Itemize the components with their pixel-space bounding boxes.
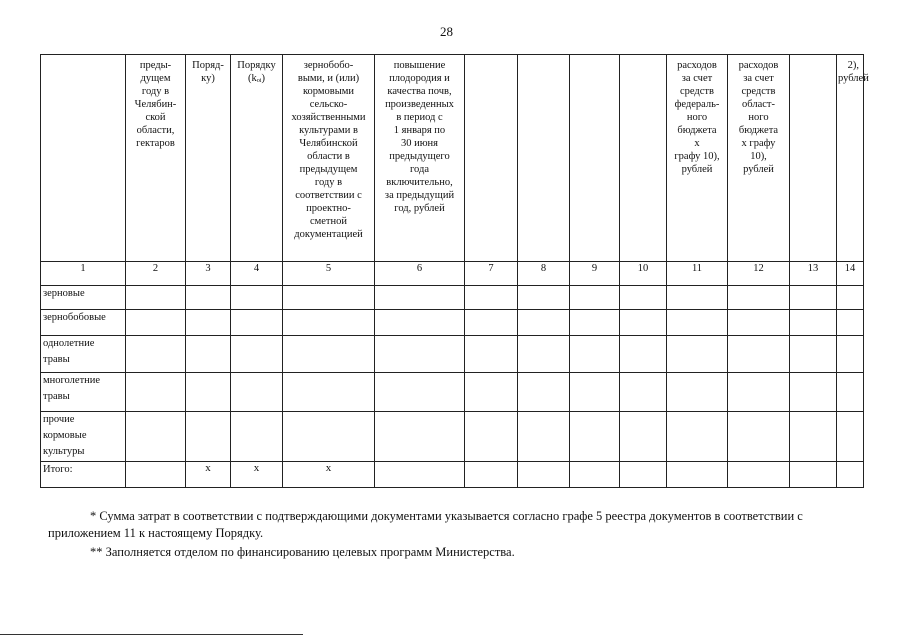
table-cell <box>231 310 283 336</box>
column-number: 13 <box>790 262 837 286</box>
header-cell <box>620 55 667 262</box>
column-number: 5 <box>283 262 375 286</box>
column-number: 11 <box>667 262 728 286</box>
table-cell <box>667 310 728 336</box>
column-number: 1 <box>41 262 126 286</box>
table-cell <box>186 286 231 310</box>
table-cell <box>837 412 864 462</box>
row-label: многолетние травы <box>41 373 126 412</box>
table-cell <box>465 336 518 373</box>
table-cell <box>790 412 837 462</box>
table-cell <box>570 286 620 310</box>
footer-divider <box>0 634 303 635</box>
table-row <box>41 373 864 412</box>
table-cell <box>375 310 465 336</box>
table-cell <box>231 412 283 462</box>
header-cell: преды- дущем году в Челябин- ской области, гектаров <box>126 55 186 262</box>
table-cell <box>283 286 375 310</box>
table-cell <box>667 412 728 462</box>
table-cell <box>620 373 667 412</box>
footnote-department: ** Заполняется отделом по финансированию целевых программ Министерства. <box>90 545 515 559</box>
table-cell <box>620 462 667 488</box>
table-cell <box>518 373 570 412</box>
table-cell: x <box>186 462 231 488</box>
column-number: 3 <box>186 262 231 286</box>
table-cell <box>667 286 728 310</box>
table-cell <box>283 412 375 462</box>
column-number: 7 <box>465 262 518 286</box>
table-cell <box>837 373 864 412</box>
table-cell <box>283 336 375 373</box>
header-cell <box>41 55 126 262</box>
table-cell <box>186 310 231 336</box>
header-cell: Поряд- ку) <box>186 55 231 262</box>
row-label: Итого: <box>41 462 126 488</box>
header-cell: расходов за счет средств федераль- ного бюджета х графу 10), рублей <box>667 55 728 262</box>
table-cell <box>465 286 518 310</box>
header-cell <box>790 55 837 262</box>
table-cell <box>790 336 837 373</box>
table-cell <box>186 373 231 412</box>
header-cell: расходов за счет средств област- ного бюджета х графу 10), рублей <box>728 55 790 262</box>
footnote-cost: * Сумма затрат в соответствии с подтверждающими документами указывается согласно графе 5 реестра документов в соответствии с приложением 11 к настоящему Порядку. <box>48 509 803 540</box>
table-row <box>41 286 864 310</box>
footnotes <box>48 508 868 561</box>
column-number: 9 <box>570 262 620 286</box>
row-label: однолетние травы <box>41 336 126 373</box>
table-cell <box>570 412 620 462</box>
table-cell <box>667 462 728 488</box>
column-number: 6 <box>375 262 465 286</box>
column-number: 2 <box>126 262 186 286</box>
header-cell: зернобобо- выми, и (или) кормовыми сельско- хозяйственными культурами в Челябинской области в предыдущем году в соответствии с проектно- сметной документацией <box>283 55 375 262</box>
column-number: 10 <box>620 262 667 286</box>
column-number: 12 <box>728 262 790 286</box>
table-cell <box>126 412 186 462</box>
table-row <box>41 310 864 336</box>
table-cell <box>375 336 465 373</box>
header-cell <box>570 55 620 262</box>
table-cell <box>620 412 667 462</box>
table-cell <box>231 286 283 310</box>
table-cell <box>728 462 790 488</box>
table-cell <box>728 286 790 310</box>
table-row <box>41 462 864 488</box>
table-cell <box>728 336 790 373</box>
table-cell <box>518 310 570 336</box>
column-number: 8 <box>518 262 570 286</box>
table-cell <box>667 336 728 373</box>
table-cell <box>837 462 864 488</box>
header-cell: повышение плодородия и качества почв, произведенных в период с 1 января по 30 июня предыдущего года включительно, за предыдущий год, рублей <box>375 55 465 262</box>
table-cell <box>518 462 570 488</box>
table-cell: x <box>231 462 283 488</box>
table-header-row <box>41 55 864 262</box>
table-cell <box>620 286 667 310</box>
table-cell <box>126 286 186 310</box>
table-cell <box>728 310 790 336</box>
table-cell <box>570 462 620 488</box>
table-cell <box>518 286 570 310</box>
header-cell: 2), рублей <box>837 55 864 262</box>
table-cell <box>570 310 620 336</box>
table-cell <box>126 310 186 336</box>
table-body <box>41 286 864 488</box>
table-cell <box>620 310 667 336</box>
table-cell <box>465 310 518 336</box>
page-number: 28 <box>440 24 453 39</box>
table-cell <box>465 373 518 412</box>
column-number-row <box>41 262 864 286</box>
table-cell <box>837 286 864 310</box>
table-cell <box>465 462 518 488</box>
table-cell <box>620 336 667 373</box>
row-label: зерновые <box>41 286 126 310</box>
table-cell <box>283 373 375 412</box>
table-row <box>41 336 864 373</box>
column-number: 14 <box>837 262 864 286</box>
table-cell <box>837 336 864 373</box>
row-label: зернобобовые <box>41 310 126 336</box>
subsidy-table <box>40 54 869 488</box>
table-row <box>41 412 864 462</box>
table-cell <box>518 412 570 462</box>
table-cell <box>186 412 231 462</box>
table-cell <box>518 336 570 373</box>
table-cell <box>375 286 465 310</box>
header-cell <box>518 55 570 262</box>
table-cell <box>837 310 864 336</box>
table-cell <box>790 373 837 412</box>
table-cell <box>790 462 837 488</box>
table-cell <box>790 310 837 336</box>
header-cell <box>465 55 518 262</box>
table-cell <box>231 336 283 373</box>
row-label: прочие кормовые культуры <box>41 412 126 462</box>
header-cell: Порядку (kₒᵢ) <box>231 55 283 262</box>
table-cell <box>728 412 790 462</box>
table-cell <box>570 336 620 373</box>
table-cell <box>126 336 186 373</box>
table-cell <box>375 462 465 488</box>
table-cell <box>375 412 465 462</box>
column-number: 4 <box>231 262 283 286</box>
table-cell <box>126 462 186 488</box>
table-cell <box>570 373 620 412</box>
table-cell <box>186 336 231 373</box>
table-cell <box>465 412 518 462</box>
table-cell <box>126 373 186 412</box>
table-cell <box>667 373 728 412</box>
table-cell <box>375 373 465 412</box>
table-cell <box>790 286 837 310</box>
table-cell <box>231 373 283 412</box>
table-cell: x <box>283 462 375 488</box>
table-cell <box>728 373 790 412</box>
table-cell <box>283 310 375 336</box>
